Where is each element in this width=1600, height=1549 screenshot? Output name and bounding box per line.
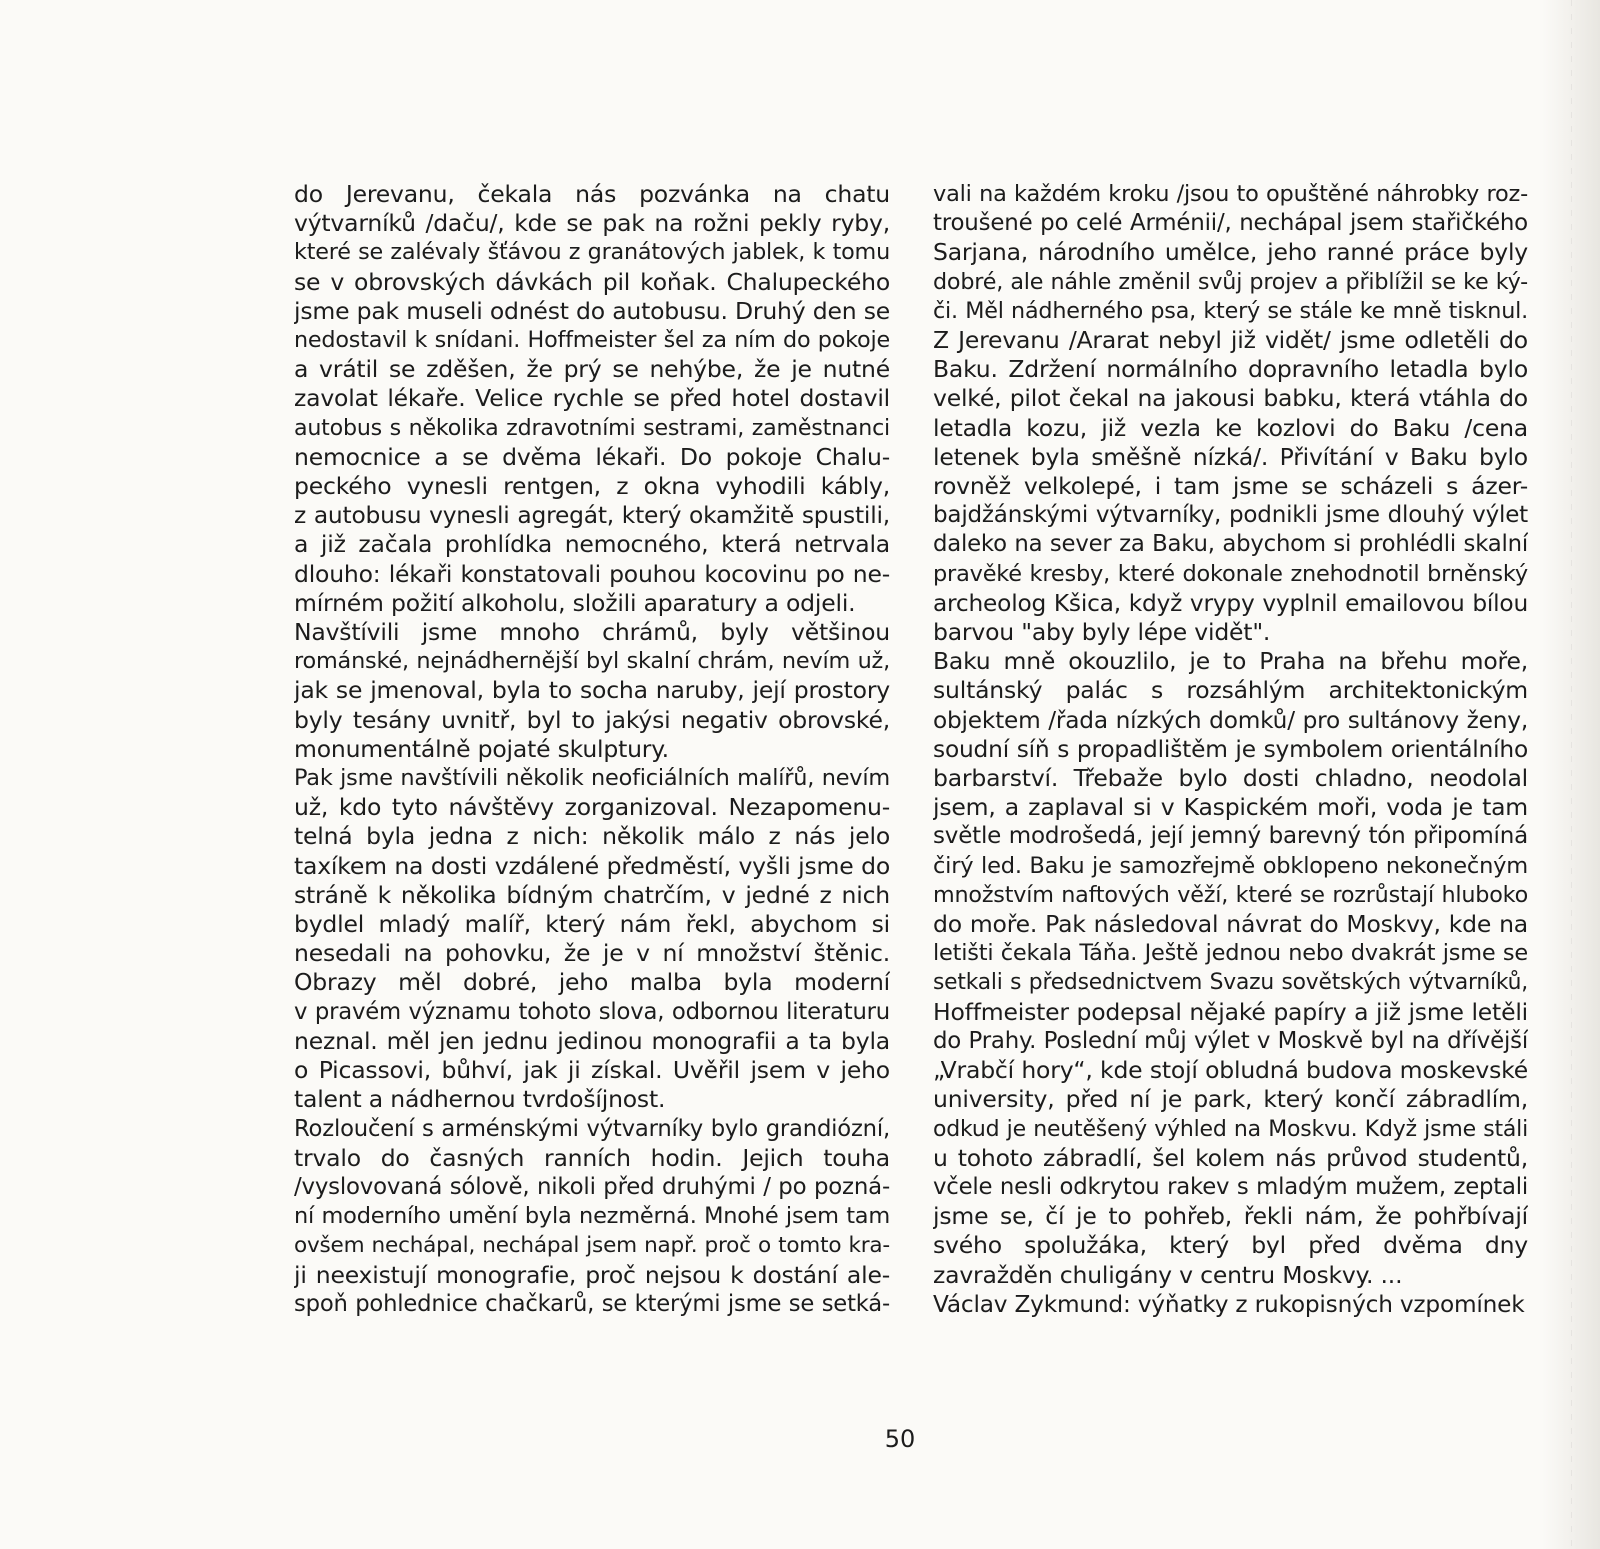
text-line: jsme se, čí je to pohřeb, řekli nám, že pohřbívají <box>933 1202 1528 1231</box>
text-line: množstvím naftových věží, které se rozrůstají hluboko <box>933 881 1528 908</box>
text-line: nesedali na pohovku, že je v ní množství štěnic. <box>294 939 890 968</box>
text-line: Rozloučení s arménskými výtvarníky bylo grandiózní, <box>294 1115 890 1142</box>
text-line: troušené po celé Arménii/, nechápal jsem stařičkého <box>933 210 1528 237</box>
text-line: taxíkem na dosti vzdálené předměstí, vyšli jsme do <box>294 851 890 880</box>
text-line: talent a nádhernou tvrdošíjnost. <box>294 1085 666 1114</box>
text-line: trvalo do časných ranních hodin. Jejich touha <box>294 1143 890 1172</box>
text-line: ji neexistují monografie, proč nejsou k dostání ale- <box>294 1260 890 1289</box>
text-line: románské, nejnádhernější byl skalní chrám, nevím už, <box>294 648 890 675</box>
text-line: světle modrošedá, její jemný barevný tón připomíná <box>933 823 1528 850</box>
text-line: ovšem nechápal, nechápal jsem např. proč o tomto kra- <box>294 1233 890 1259</box>
text-line: setkali s předsednictvem Svazu sovětských výtvarníků, <box>933 970 1528 996</box>
text-line: už, kdo tyto návštěvy zorganizoval. Nezapomenu- <box>294 793 890 822</box>
text-line: vali na každém kroku /jsou to opuštěné náhrobky roz- <box>933 181 1528 207</box>
text-column-right <box>933 180 1528 1319</box>
text-line: Baku mně okouzlilo, je to Praha na břehu moře, <box>933 647 1528 676</box>
text-line: a vrátil se zděšen, že prý se nehýbe, že je nutné <box>294 355 890 384</box>
text-line: nedostavil k snídani. Hoffmeister šel za ním do pokoje <box>294 327 890 354</box>
text-line: odkud je neutěšený výhled na Moskvu. Když jsme stáli <box>933 1116 1528 1142</box>
text-line: barbarství. Třebaže bylo dosti chladno, neodolal <box>933 764 1528 793</box>
text-line: a již začala prohlídka nemocného, která netrvala <box>294 530 890 559</box>
text-line: dlouho: lékaři konstatovali pouhou kocovinu po ne- <box>294 559 890 588</box>
text-line: či. Měl nádherného psa, který se stále ke mně tisknul. <box>933 297 1528 324</box>
text-line: telná byla jedna z nich: několik málo z nás jelo <box>294 822 890 851</box>
text-line: letišti čekala Táňa. Ještě jednou nebo dvakrát jsme se <box>933 940 1528 967</box>
text-line: svého spolužáka, který byl před dvěma dny <box>933 1231 1528 1260</box>
text-line: archeolog Kšica, když vrypy vyplnil emailovou bílou <box>933 589 1528 617</box>
text-line: z autobusu vynesli agregát, který okamžitě spustili, <box>294 501 890 530</box>
text-line: stráně k několika bídným chatrčím, v jedné z nich <box>294 880 890 909</box>
text-line: Hoffmeister podepsal nějaké papíry a již jsme letěli <box>933 997 1528 1026</box>
author-attribution: Václav Zykmund: výňatky z rukopisných vzpomínek <box>933 1290 1525 1318</box>
text-line: jsme pak museli odnést do autobusu. Druhý den se <box>294 296 890 325</box>
text-line: nemocnice a se dvěma lékaři. Do pokoje Chalu- <box>294 442 890 471</box>
page-edge-shadow <box>1542 0 1600 1549</box>
text-line: neznal. měl jen jednu jedinou monografii a ta byla <box>294 1026 890 1055</box>
text-line: čirý led. Baku je samozřejmě obklopeno nekonečným <box>933 852 1528 879</box>
text-line: /vyslovovaná sólově, nikoli před druhými / po pozná- <box>294 1173 890 1200</box>
text-line: jsem, a zaplaval si v Kaspickém moři, voda je tam <box>933 793 1528 822</box>
text-line: rovněž velkolepé, i tam jsme se scházeli s ázer- <box>933 472 1528 501</box>
text-line: mírném požití alkoholu, složili aparatury a odjeli. <box>294 588 856 617</box>
page-number: 50 <box>884 1425 916 1453</box>
text-line: soudní síň s propadlištěm je symbolem orientálního <box>933 735 1528 763</box>
text-line: do moře. Pak následoval návrat do Moskvy, kde na <box>933 910 1528 939</box>
text-line: Navštívili jsme mnoho chrámů, byly většinou <box>294 618 890 647</box>
text-line: o Picassovi, bůhví, jak ji získal. Uvěřil jsem v jeho <box>294 1056 890 1085</box>
text-line: Z Jerevanu /Ararat nebyl již vidět/ jsme odletěli do <box>933 326 1528 355</box>
text-line: peckého vynesli rentgen, z okna vyhodili kábly, <box>294 472 890 501</box>
text-line: byly tesány uvnitř, byl to jakýsi negativ obrovské, <box>294 705 890 734</box>
text-line: „Vrabčí hory“, kde stojí obludná budova moskevské <box>933 1056 1528 1085</box>
text-line: zavražděn chuligány v centru Moskvy. ... <box>933 1260 1403 1289</box>
text-line: ní moderního umění byla nezměrná. Mnohé jsem tam <box>294 1203 890 1230</box>
text-line: velké, pilot čekal na jakousi babku, která vtáhla do <box>933 384 1528 413</box>
text-line: sultánský palác s rozsáhlým architektonickým <box>933 676 1528 705</box>
text-line: Sarjana, národního umělce, jeho ranné práce byly <box>933 238 1528 267</box>
text-line: pravěké kresby, které dokonale znehodnotil brněnský <box>933 560 1528 587</box>
text-line: se v obrovských dávkách pil koňak. Chalupeckého <box>294 267 890 296</box>
text-line: v pravém významu tohoto slova, odbornou literaturu <box>294 998 890 1025</box>
text-line: university, před ní je park, který končí zábradlím, <box>933 1085 1528 1114</box>
text-line: barvou "aby byly lépe vidět". <box>933 618 1271 647</box>
text-line: Baku. Zdržení normálního dopravního letadla bylo <box>933 355 1528 384</box>
text-line: Pak jsme navštívili několik neoficiálních malířů, nevím <box>294 765 890 792</box>
text-line: daleko na sever za Baku, abychom si prohlédli skalní <box>933 531 1528 558</box>
text-line: výtvarníků /daču/, kde se pak na rožni pekly ryby, <box>294 209 890 238</box>
text-line: spoň pohlednice chačkarů, se kterými jsme se setká- <box>294 1290 890 1317</box>
text-line: zavolat lékaře. Velice rychle se před hotel dostavil <box>294 384 890 413</box>
text-line: u tohoto zábradlí, šel kolem nás průvod studentů, <box>933 1143 1528 1172</box>
text-line: autobus s několika zdravotními sestrami, zaměstnanci <box>294 414 890 441</box>
text-line: bajdžánskými výtvarníky, podnikli jsme dlouhý výlet <box>933 502 1528 529</box>
text-line: Obrazy měl dobré, jeho malba byla moderní <box>294 968 890 997</box>
text-line: které se zalévaly šťávou z granátových jablek, k tomu <box>294 239 890 266</box>
text-line: do Prahy. Poslední můj výlet v Moskvě byl na dřívější <box>933 1027 1528 1054</box>
text-line: objektem /řada nízkých domků/ pro sultánovy ženy, <box>933 706 1528 734</box>
text-line: dobré, ale náhle změnil svůj projev a přiblížil se ke ký- <box>933 268 1528 295</box>
text-line: letenek byla směšně nízká/. Přivítání v Baku bylo <box>933 442 1528 471</box>
text-line: včele nesli odkrytou rakev s mladým mužem, zeptali <box>933 1173 1528 1200</box>
text-line: bydlel mladý malíř, který nám řekl, abychom si <box>294 910 890 939</box>
text-line: do Jerevanu, čekala nás pozvánka na chatu <box>294 180 890 208</box>
text-line: jak se jmenoval, byla to socha naruby, její prostory <box>294 676 890 705</box>
text-line: letadla kozu, již vezla ke kozlovi do Baku /cena <box>933 413 1528 442</box>
text-line: monumentálně pojaté skulptury. <box>294 734 669 763</box>
text-column-left <box>294 180 890 1319</box>
